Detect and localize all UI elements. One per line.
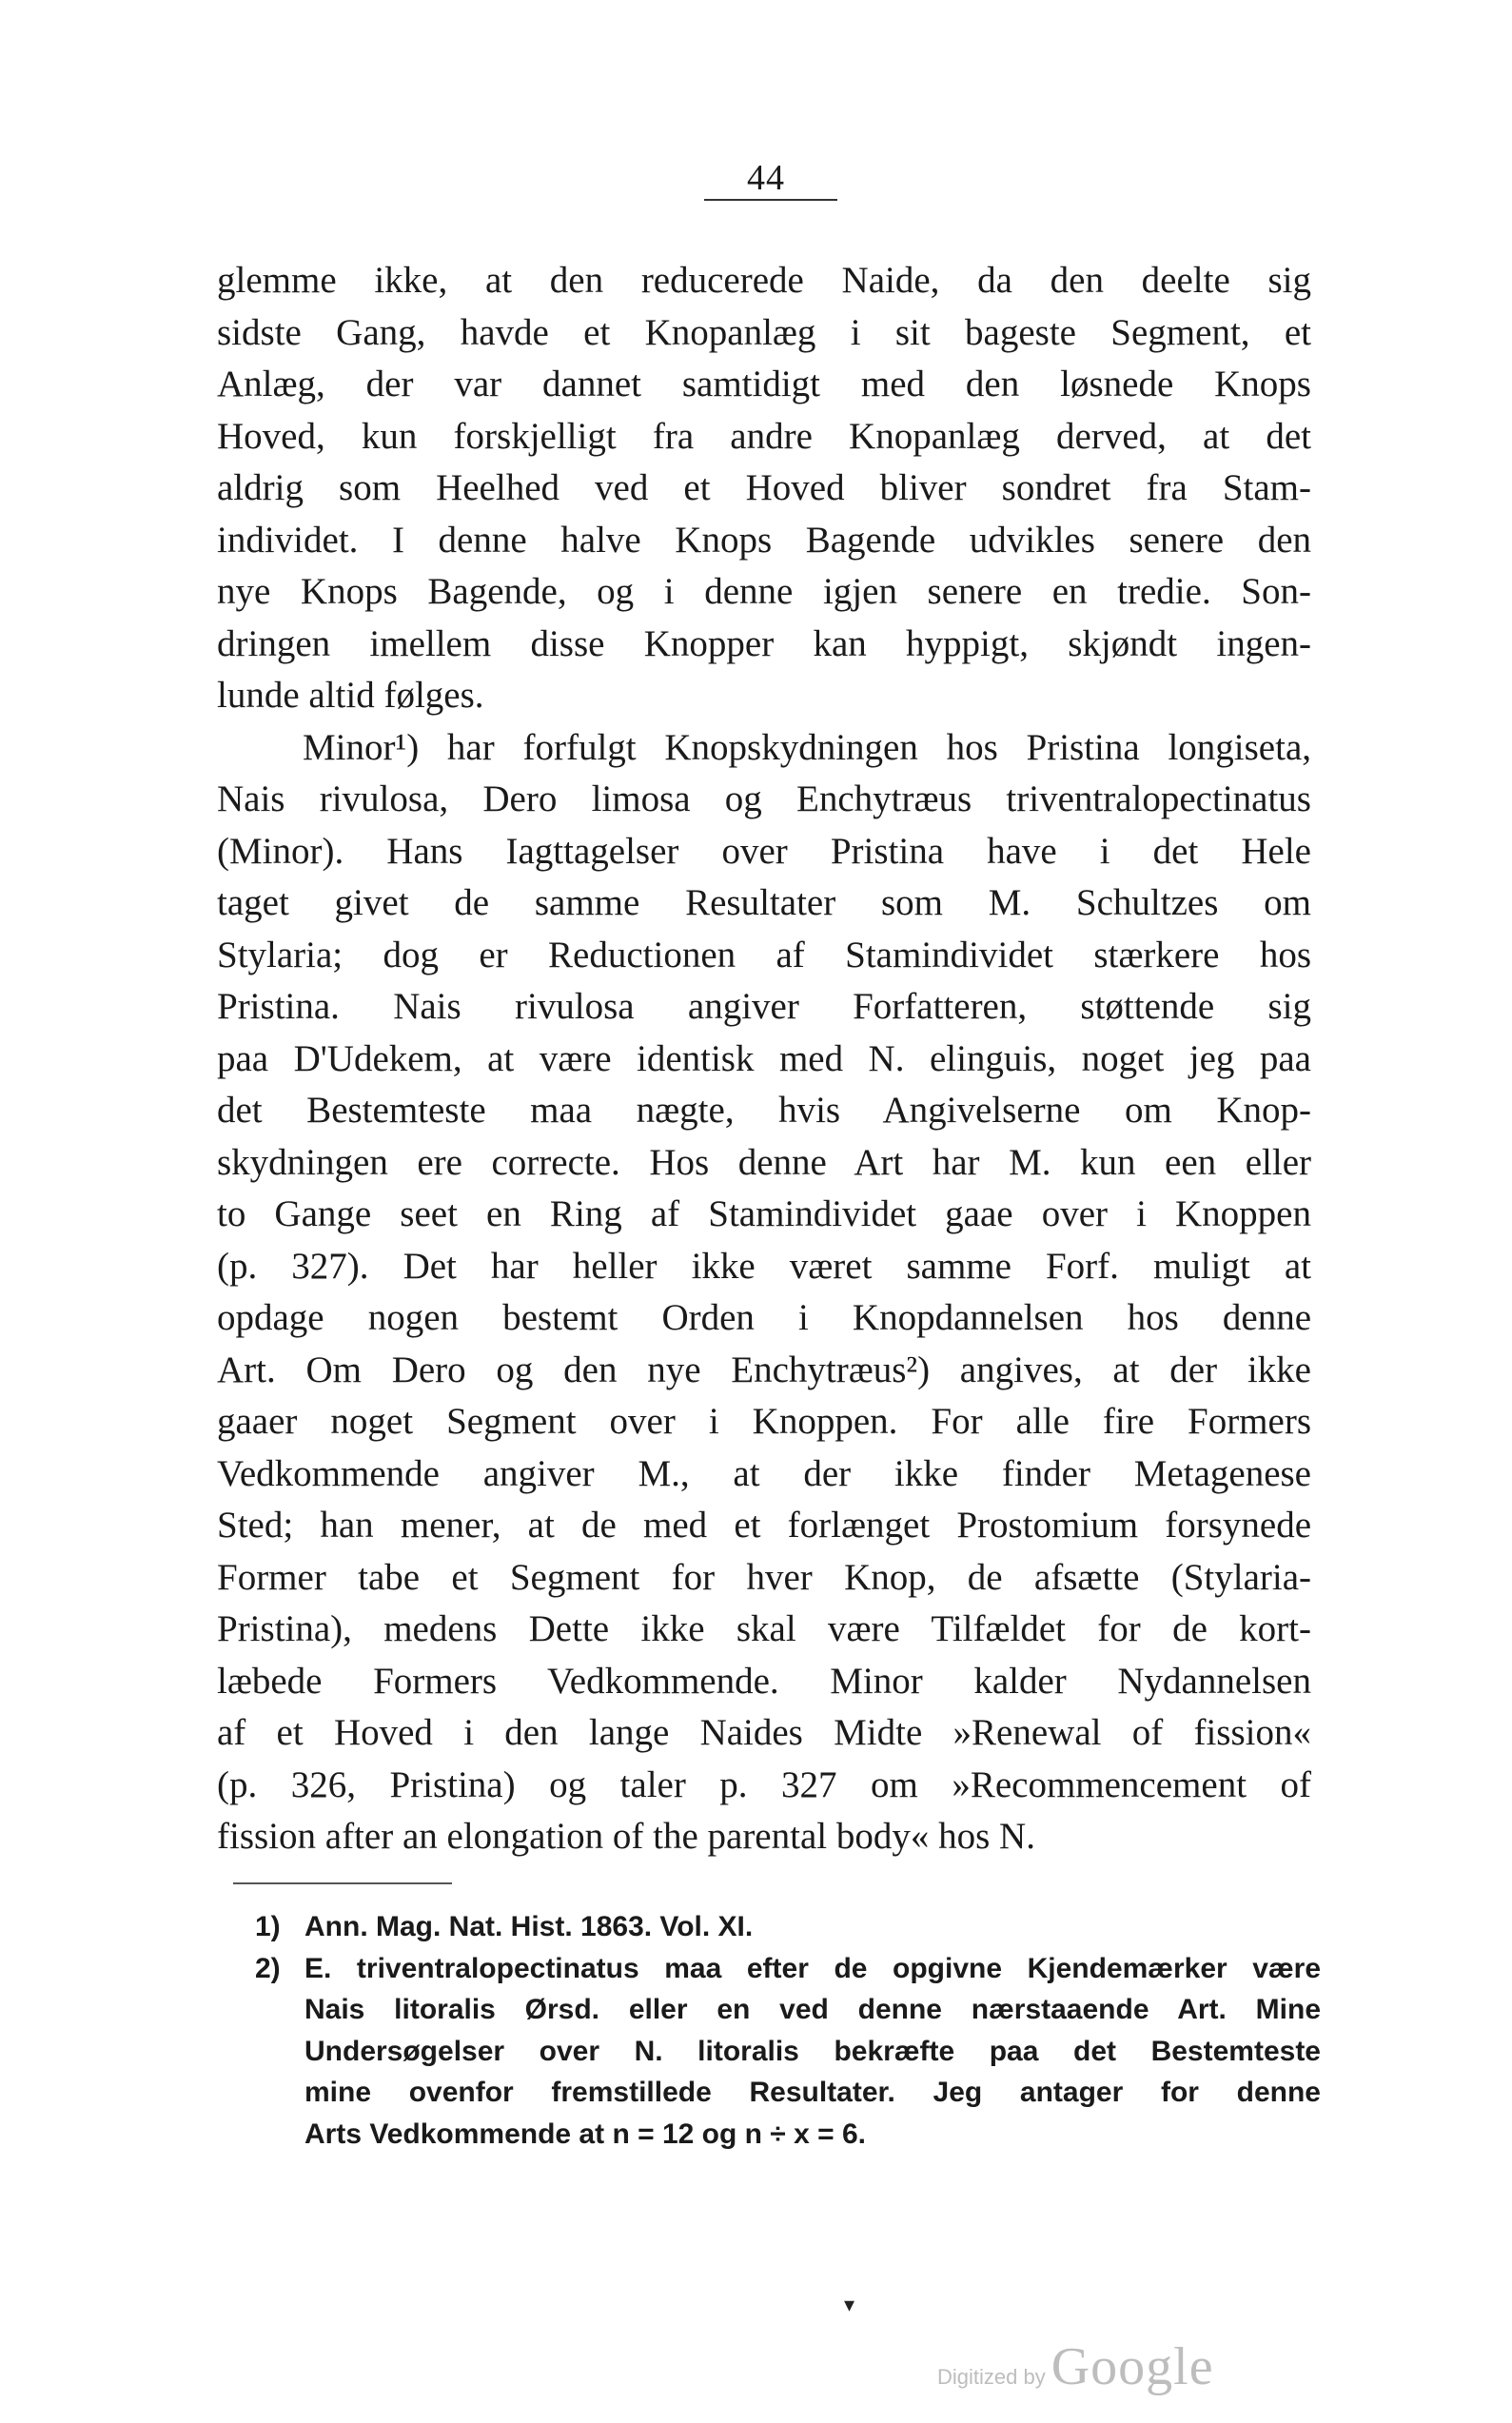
- footnote-marker: 2): [255, 1952, 281, 1984]
- text-line: Stylaria; dog er Reductionen af Stamindividet stærkere hos: [217, 934, 1311, 975]
- text-line: lunde altid følges.: [217, 675, 484, 716]
- text-line: Vedkommende angiver M., at der ikke finder Metagenese: [217, 1452, 1311, 1494]
- text-line: aldrig som Heelhed ved et Hoved bliver sondret fra Stam-: [217, 467, 1311, 508]
- text-line: glemme ikke, at den reducerede Naide, da den deelte sig: [217, 260, 1311, 301]
- text-line: Nais rivulosa, Dero limosa og Enchytræus triventralopectinatus: [217, 778, 1311, 819]
- text-line: Minor¹) har forfulgt Knopskydningen hos Pristina longiseta,: [303, 726, 1311, 768]
- footnote-text: Nais litoralis Ørsd. eller en ved denne nærstaaende Art. Mine: [304, 1994, 1321, 2025]
- text-line: (Minor). Hans Iagttagelser over Pristina have i det Hele: [217, 830, 1311, 872]
- text-line: gaaer noget Segment over i Knoppen. For alle fire Formers: [217, 1401, 1311, 1442]
- footnote-text: Arts Vedkommende at n = 12 og n ÷ x = 6.: [304, 2118, 866, 2150]
- body-text: [217, 255, 1311, 1863]
- text-line: Sted; han mener, at de med et forlænget Prostomium forsynede: [217, 1505, 1311, 1546]
- footnotes: [255, 1906, 1321, 2155]
- text-line: Anlæg, der var dannet samtidigt med den løsnede Knops: [217, 364, 1311, 404]
- footnote-line: [255, 2114, 1321, 2156]
- text-line: to Gange seet en Ring af Stamindividet gaae over i Knoppen: [217, 1193, 1311, 1234]
- text-line: individet. I denne halve Knops Bagende udvikles senere den: [217, 519, 1311, 561]
- text-line: opdage nogen bestemt Orden i Knopdannelsen hos denne: [217, 1297, 1311, 1338]
- footnote-text: Undersøgelser over N. litoralis bekræfte paa det Bestemteste: [304, 2035, 1321, 2067]
- page-number-rule: [704, 199, 837, 201]
- footnote-line: [255, 2031, 1321, 2073]
- footnote-line: [255, 1948, 1321, 1990]
- digitized-watermark: [937, 2336, 1214, 2397]
- footnote-marker: 1): [255, 1911, 281, 1942]
- text-line: læbede Formers Vedkommende. Minor kalder Nydannelsen: [217, 1660, 1311, 1702]
- footnote-line: [255, 1989, 1321, 2031]
- footnote-line: [255, 2072, 1321, 2114]
- footnote-rule: [233, 1882, 452, 1884]
- watermark-prefix: Digitized by: [937, 2365, 1046, 2389]
- text-line: taget givet de samme Resultater som M. Schultzes om: [217, 882, 1311, 923]
- text-line: Former tabe et Segment for hver Knop, de afsætte (Stylaria-: [217, 1556, 1311, 1598]
- google-logo: Google: [1051, 2337, 1214, 2396]
- text-line: paa D'Udekem, at være identisk med N. elinguis, noget jeg paa: [217, 1037, 1311, 1079]
- text-line: nye Knops Bagende, og i denne igjen senere en tredie. Son-: [217, 571, 1311, 612]
- text-line: dringen imellem disse Knopper kan hyppigt, skjøndt ingen-: [217, 622, 1311, 664]
- page-number: 44: [747, 158, 785, 198]
- text-line: (p. 326, Pristina) og taler p. 327 om »Recommencement of: [217, 1763, 1311, 1805]
- text-line: af et Hoved i den lange Naides Midte »Renewal of fission«: [217, 1712, 1311, 1753]
- text-line: (p. 327). Det har heller ikke været samme Forf. muligt at: [217, 1245, 1311, 1287]
- printer-mark: ▾: [844, 2294, 855, 2317]
- footnote-text: mine ovenfor fremstillede Resultater. Jeg antager for denne: [304, 2077, 1321, 2108]
- text-line: skydningen ere correcte. Hos denne Art har M. kun een eller: [217, 1141, 1311, 1183]
- footnote-text: Ann. Mag. Nat. Hist. 1863. Vol. XI.: [304, 1911, 754, 1942]
- footnote-line: [255, 1906, 1321, 1948]
- text-line: Art. Om Dero og den nye Enchytræus²) angives, at der ikke: [217, 1349, 1311, 1390]
- footnote-text: E. triventralopectinatus maa efter de opgivne Kjendemærker være: [304, 1952, 1321, 1984]
- text-line: det Bestemteste maa nægte, hvis Angivelserne om Knop-: [217, 1090, 1311, 1131]
- text-line: Pristina. Nais rivulosa angiver Forfatteren, støttende sig: [217, 986, 1311, 1027]
- text-line: Pristina), medens Dette ikke skal være Tilfældet for de kort-: [217, 1608, 1311, 1649]
- text-line: sidste Gang, havde et Knopanlæg i sit bageste Segment, et: [217, 311, 1311, 353]
- text-line: fission after an elongation of the parental body« hos N.: [217, 1816, 1035, 1857]
- text-line: Hoved, kun forskjelligt fra andre Knopanlæg derved, at det: [217, 415, 1311, 457]
